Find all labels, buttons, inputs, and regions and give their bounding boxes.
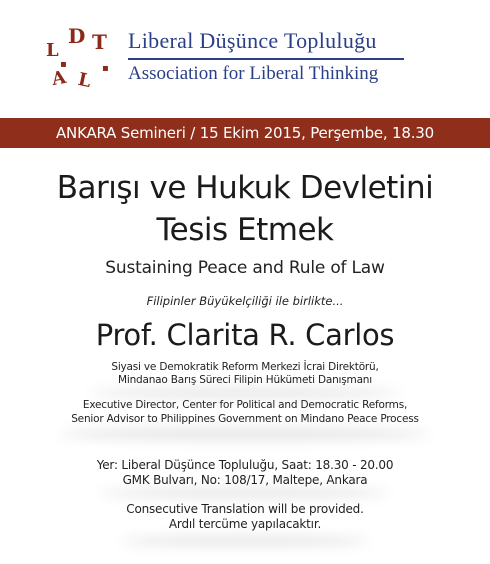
logo-letter-d: D xyxy=(68,24,86,48)
header xyxy=(0,0,490,112)
speaker-name: Prof. Clarita R. Carlos xyxy=(95,318,395,352)
text-shadow xyxy=(90,388,400,398)
speaker-title-tr-line2: Mindanao Barış Süreci Filipin Hükümeti Danışmanı xyxy=(118,374,372,386)
logo-letter-a: A xyxy=(50,66,68,91)
event-subtitle: Sustaining Peace and Rule of Law xyxy=(105,258,385,278)
organization-name-block xyxy=(128,28,418,85)
logo-letter-l-left: L xyxy=(46,40,59,61)
logo-letter-t: T xyxy=(92,30,107,54)
speaker-title-en xyxy=(0,398,490,426)
text-shadow xyxy=(120,536,370,546)
venue-line1: Yer: Liberal Düşünce Topluluğu, Saat: 18.30 - 20.00 xyxy=(96,458,394,472)
venue-info xyxy=(0,458,490,488)
translation-note xyxy=(0,502,490,532)
logo-dot-right: ▪ xyxy=(102,63,109,74)
translation-line1: Consecutive Translation will be provided. xyxy=(126,502,364,516)
organization-logo xyxy=(40,20,122,92)
speaker-title-en-line2: Senior Advisor to Philippines Government on Mindano Peace Process xyxy=(71,413,419,425)
venue-line2: GMK Bulvarı, No: 108/17, Maltepe, Ankara xyxy=(122,473,368,487)
speaker-title-en-line1: Executive Director, Center for Political and Democratic Reforms, xyxy=(82,399,408,411)
text-shadow xyxy=(60,428,430,440)
speaker-title-tr-line1: Siyasi ve Demokratik Reform Merkezi İcrai Direktörü, xyxy=(111,361,379,373)
event-title-line2: Tesis Etmek xyxy=(156,212,334,248)
event-title-line1: Barışı ve Hukuk Devletini xyxy=(56,170,434,206)
organization-name-tr: Liberal Düşünce Topluluğu xyxy=(128,28,377,53)
translation-line2: Ardıl tercüme yapılacaktır. xyxy=(168,517,322,531)
logo-letter-l-bottom: L xyxy=(76,68,93,93)
date-banner: ANKARA Semineri / 15 Ekim 2015, Perşembe, 18.30 xyxy=(0,118,490,148)
organization-divider xyxy=(128,58,404,60)
logo-dot: ▪ xyxy=(60,59,67,70)
text-shadow xyxy=(100,488,390,498)
partner-note: Filipinler Büyükelçiliği ile birlikte... xyxy=(146,294,344,308)
speaker-title-tr xyxy=(0,361,490,387)
organization-name-en: Association for Liberal Thinking xyxy=(128,63,379,84)
